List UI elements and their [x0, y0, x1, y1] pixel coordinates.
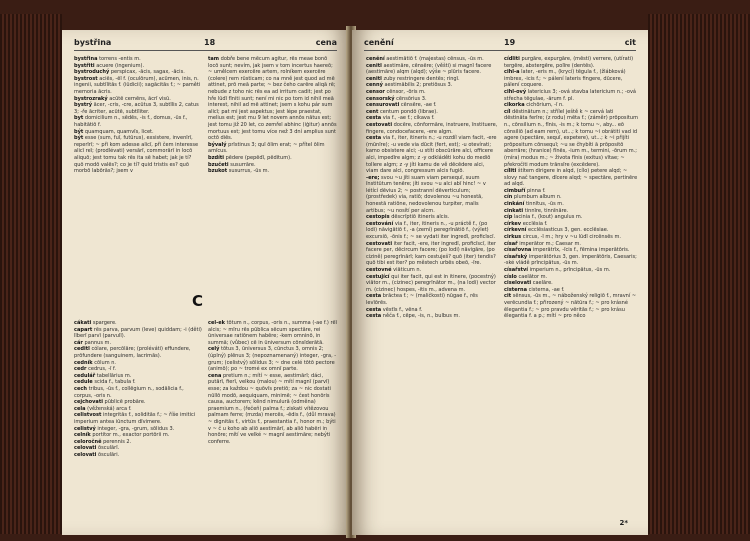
dictionary-entry: být quamquam, quamvīs, licet.	[74, 128, 154, 135]
dictionary-entry: cela (věženská) arca f.	[74, 405, 132, 412]
dictionary-entry: cenění aestimātiō f. (majestas) cēnsus, -ūs m.	[366, 56, 484, 62]
left-page	[62, 30, 349, 535]
column-2-entries-top	[208, 56, 338, 175]
dictionary-entry: -ere; svou ~u jíti suam viam persequī, suum īnstitūtum tenēre; jíti svou ~u alci abī hinc! ~ v létící dēvius 2; ~ postranní dēverticulum; (prostředek) via, ratiō; dovolenou ~u honestā, honestā ratiōne, nedovolenou turpiter, malis artibus; ~u nosítí per alcm.	[366, 174, 486, 214]
dictionary-entry: cejchovati pūblicē probāre.	[74, 399, 146, 406]
dictionary-entry: císařovna imperātrīx, -īcis f., fēmina imperātōris.	[504, 247, 630, 254]
dictionary-entry: cech tribus, -ūs f., collēgium n., sodālicia f., corpus, -oris n.	[74, 385, 184, 399]
dictionary-entry: církevní ecclēsiasticus 3, gen. ecclēsiae.	[504, 227, 609, 234]
header-guideword-first: bystřina	[74, 38, 112, 47]
dictionary-entry: tam dobře bene mēcum agitur, rēs meae bonō locō sunt; nevím, jak jsem v tom incertus haereō; ~ umělcem exercēre artem, rolníkem exercēre (colere) rem rūsticam; co na mně jest quod ad mē attinet, prō meā parte; ~ bez čeho carēre aliqā rē; nebude z toho nic rēs ea ad irritum cadit; jest po hře lūdī fīniti sunt; není mi nic po tom id nihil meā interest, nihil ad mē attinet; jsem s kohu pár sum alicī; pat mi jest aspektus; jest lépe praestat, melius est; jest mu 9 let novem annōs nātus est; jest tomu již 20 let, co zemřel abhinc (iģitur) annōs mortuus est; jest tomu více než 3 dní amplius sunt octō diēs.	[208, 56, 337, 142]
dictionary-entry: císařství imperium n., prīncipātus, -ūs m.	[504, 267, 611, 273]
dictionary-entry: cesta via f., -ae f.; cíkava f.	[366, 115, 435, 122]
dictionary-entry: celoročně perennis 2.	[74, 438, 132, 445]
page-number: 18	[204, 38, 216, 47]
dictionary-entry: cestovati docēre, cōnformāre, instruere, īnstituere, fingere, condocefacere, -ere algm.	[366, 121, 498, 135]
dictionary-entry: censorský cēnsōrius 3.	[366, 95, 427, 102]
dictionary-entry: ciselovati caelāre.	[504, 280, 553, 287]
dictionary-entry: cesta brāctea f.; ~ (maličkosti) nūgae f., rēs levīōrēs.	[366, 293, 478, 306]
dictionary-entry: cár pannus m.	[74, 339, 112, 346]
dictionary-entry: cinkání tinnītus, -ūs m.	[504, 201, 564, 208]
dictionary-entry: bystrozraký acūtē cernēns, ācrī visū.	[74, 95, 171, 102]
dictionary-entry: cinkati tinnīre, tinnīnāre.	[504, 207, 569, 214]
page-number: 19	[504, 38, 516, 47]
dictionary-entry: cídliti purgāre, expurgāre, (mēsti) verrere, (utírati) tergēre, abstergēre, polīre (dentēs).	[504, 56, 634, 69]
dictionary-entry: capart rēs parva, parvum (leve) quiddam; -i (děti) līberī parvī (parvulī).	[74, 326, 202, 340]
dictionary-entry: cestovné viāticum n.	[366, 267, 422, 273]
dictionary-entry: cimbuří pinna f.	[504, 187, 546, 194]
dictionary-entry: cihl-a later, -eris m., (krycí) tēgula f., (žlábková) imbrex, -icis f.; ~ pálení lateris fingere, dūcere, pálení coquere.	[504, 69, 626, 89]
dictionary-entry: cesta něča f., cēpe, -is, n., bulbus m.	[366, 313, 460, 320]
dictionary-entry: celovati ōsculārī.	[74, 445, 120, 452]
dictionary-entry: cel-ek tōtum n., corpus, -oris n., summa (-ae f.) rēī alcis; ~ mīru rēs pūblica sēcum spectāre, rei ūniversae ratiōnem habēre; -kem omninō, in summā; (vůbec) cē in ūniversum cōnsīderātā.	[208, 320, 338, 346]
header-guideword-first: cenění	[364, 38, 394, 47]
dictionary-entry: celistvý integer, -gra, -grum, sōlidus 3.	[74, 425, 175, 432]
section-letter: C	[192, 292, 204, 310]
dictionary-entry: bystrý ācer, -cris, -cre, acūtus 3, subtīlis 2, catus 3; -ře ācriter, acūtē, subtīliter.	[74, 102, 199, 115]
dictionary-entry: celník portitor m., exactor portōrii m.	[74, 432, 170, 439]
dictionary-entry: cent centum pondō (librae).	[366, 108, 438, 115]
dictionary-entry: císař imperātor m.; Caesar m.	[504, 240, 582, 247]
dictionary-entry: ceditl cólare, percōlāre; (proléváti) effundere, prōfundere (sanguinem, lacrimās).	[74, 346, 191, 359]
dictionary-entry: cestující qui iter facit, qui est in itinere, (pocestný) viātor m., (cizinec) peregrīnātor m., (na lodi) vector m. (cizinec) hospes, -itis m., advena m.	[366, 273, 496, 293]
column-1-entries	[366, 56, 498, 320]
dictionary-entry: cena pretium n.; mítí ~ esse, aestimārī; dáci, putārī, fierī, velkou (malou) ~ mítí magnī (parvī) esse; za každou ~ quōvīs pretiō; za ~ nic dostati nūllō modō, aequiquam, minimē; ~ čest honōris causa, auctorem; kēnd nimulurā (odměna) praemium n., (řečeň) palma f.; ziskati vítězovou palmam ferre; (mzda) mercēs, -ēdis f., (důl mrava) ~ dignitās f., virtūs f., praestantia f., honor m.; býti v ~ č u koho ab aliō aestimārī, ab aliō habēri in honōre; mítí ve velké ~ magnī aestimāre; nebýti conferre.	[208, 372, 336, 445]
right-page	[352, 30, 648, 535]
dictionary-entry: bzdíti pēdere (pepēdī, pēditum).	[208, 154, 292, 161]
dictionary-entry: císlo caelātor m.	[504, 273, 548, 280]
dictionary-entry: být esse (sum, fuī, futūrus), exsistere, invenīrī, reperīrī; ~ při kom adesse alicī, při čem interesse alicī reī; (prodlévati) versārī, commorārī in locō aliquō; jest tomu tak rēs ita sē habet; jak je tí? quō modō valēs?; co je tí? quid tristis es? quō morbō labōrās?; jsem v	[74, 135, 199, 175]
dictionary-entry: cestování via f., iter, itineris n., -u práctě f., (po lodi) nāvigātiō f., -a (zemí) peregrīnātiō f., (výlet) excursiō, -ōnis f.; ~ se vydati iter ingredī, proficīscī.	[366, 220, 496, 241]
dictionary-entry: cestovati iter facit, -ere, iter ingredī, proficīscī, iter facere per, dēcircum facere; (po lodi) nāvigāre, (po cizině) peregrīnārī; kam cestuješ? quō (iter) tendis? quō tibi est iter? po městech urbēs obeō, -īre.	[366, 240, 496, 267]
dictionary-entry: bzukot susurrus, -ūs m.	[208, 168, 270, 175]
dictionary-entry: cíl dēstinātum n.; střílel ještě k ~ cervá lati dēstināta ferīre; (z rodu) mēta f.; (záměr) prōpositum n., cōnsilium n., fīnis, -is m.; k tomu ~, aby... eō cōnsiliō (ad eam rem), ut...; k tomu ~i obrátiti vad id agere (spectāre, sequī, expetere), ut...; k ~i přijíti prōpositum cōnsequī; ~u se čhybíti ā prōpositō aberrāre; (hranice) fīnēs, -ium m., termini, -ōrum m.; (míra) modus m.; ~ života fīnis (exitus) vītae; ~ překročiti modum trānsīre (excēdere).	[504, 108, 638, 168]
dictionary-entry: cenný aestimābilis 2; pretiōsus 3.	[366, 82, 453, 89]
dictionary-entry: bystřina torrens -entis m.	[74, 56, 141, 62]
dictionary-entry: celistvost integritās f., soliditās f.; ~ říše imitici imperium antea iūnctum dīvimere.	[74, 412, 196, 425]
dictionary-entry: cesta via f., iter, itineris n.; -u rozdíl viam facit, -ere (mūnīre); -u vede via dūcit (fert, est); -u otevírati; kamo obsistere alci; -u stíti obscūrāre alci, officere alci, impedīre algm; z -y odkláděti kohu do mediō tollere algm; z -y jíti kamu de vě dēcēdere alci, viam dare alci, congressum alcis fugiō.	[366, 135, 497, 175]
dictionary-entry: cestopis dēscrīptiō itineris alcis.	[366, 214, 450, 221]
dictionary-entry: cedník cōlum n.	[74, 359, 116, 366]
column-2-entries-bottom	[208, 320, 338, 445]
dictionary-entry: cesta vēstīs f., vēna f.	[366, 306, 423, 313]
dictionary-entry: církev ecclēsia f.	[504, 220, 548, 227]
header-guideword-last: cena	[315, 38, 337, 47]
dictionary-entry: cit sēnsus, -ūs m., ~ náboženský religiō f., mravní ~ verēcundia f.; přirozený ~ nātūra f.; ~ pro krásné ēlegantia f.; ~ pro pravdu vēritās f.; ~ pro krásu ēlegantia f. a p.; mítí ~ pro něco	[504, 293, 637, 320]
header-guideword-last: cit	[624, 38, 636, 47]
header-rule	[74, 50, 337, 51]
dictionary-entry: cíp lacinia f., (kout) angulus m.	[504, 214, 583, 221]
dictionary-entry: cákati spargere.	[74, 320, 117, 326]
dictionary-entry: censor cēnsor, -ōris m.	[366, 88, 426, 95]
dictionary-entry: cenitī aestimāre, cēnsēre; (věšti) si magnī facere (aestimāre) alqm (alqd); výše ~ plūris facere.	[366, 62, 492, 76]
dictionary-entry: bývalý prīstinus 3; quī ōlim erat; ~ přítel ōlim amīcus.	[208, 141, 325, 155]
dictionary-entry: celovati ōsculāri.	[74, 451, 120, 458]
header-rule	[364, 50, 636, 51]
dictionary-entry: cedr cedrus, -ī f.	[74, 366, 116, 373]
dictionary-entry: byt domicilium n., sēdēs, -is f., domus, -ūs f., habitātiō f.	[74, 115, 188, 128]
column-2-entries	[504, 56, 638, 320]
column-1-entries-bottom	[74, 320, 202, 458]
column-1-entries-top	[74, 56, 202, 175]
dictionary-entry: celý tōtus 3, ūniversus 3, cūnctus 3, omnis 2; (úplný) plēnus 3; (nepoznamenaný) integer, -gra, -grum; (celistvý) sōlidus 3; ~ dne celé tōtō pectore (animō); po ~ tromé ex omnī parte.	[208, 346, 337, 373]
dictionary-entry: cisterna cisterna, -ae f.	[504, 286, 565, 293]
dictionary-entry: cedule scida f., tabula f.	[74, 379, 136, 386]
dictionary-entry: bystrost aciēs, -ēī f. (oculōrum), acūmen, inis, n. ingenii, subtīlitās f. (iūdicii); sagācitās f.; ~ paměti memoria ācris.	[74, 75, 201, 95]
book-edge-right	[648, 14, 750, 534]
dictionary-entry: císařský imperātōrius 3, gen. imperātōris, Caesaris; -ské vládě prīncipātus, -ūs m.	[504, 253, 637, 267]
dictionary-entry: cedulář tabellārius m.	[74, 372, 132, 379]
dictionary-entry: bystroduchý perspicax, -ācis, sagax, -ācis.	[74, 69, 185, 76]
printer-signature-mark: 2*	[619, 519, 628, 527]
dictionary-entry: cíliti štítem dirigere in alqd, (cílo) petere alqd; ~ slovy nač tangere, dīcere alqd; ~ spectāre, pertinēre ad alqd.	[504, 168, 638, 188]
dictionary-entry: cín plumbum album n.	[504, 194, 562, 201]
dictionary-entry: bystřiti acuere (ingenium).	[74, 62, 145, 69]
book-edge-left	[0, 14, 62, 534]
dictionary-entry: cirkus circus, -ī m.; hry v ~u lūdī circēnsēs m.	[504, 234, 622, 241]
dictionary-entry: bzučeti susurrāre.	[208, 161, 256, 168]
dictionary-entry: cikorka cichōrium, -ī n.	[504, 102, 564, 109]
dictionary-entry: censurovati cēnsēre, -ae f.	[366, 102, 437, 109]
dictionary-entry: cihl-ový latericius 3; -ová stavba latericium n.; -ová střecha tēgulae, -ārum f. pl.	[504, 88, 637, 102]
dictionary-entry: cenitī zuby restringere dentēs; ringī.	[366, 75, 460, 82]
